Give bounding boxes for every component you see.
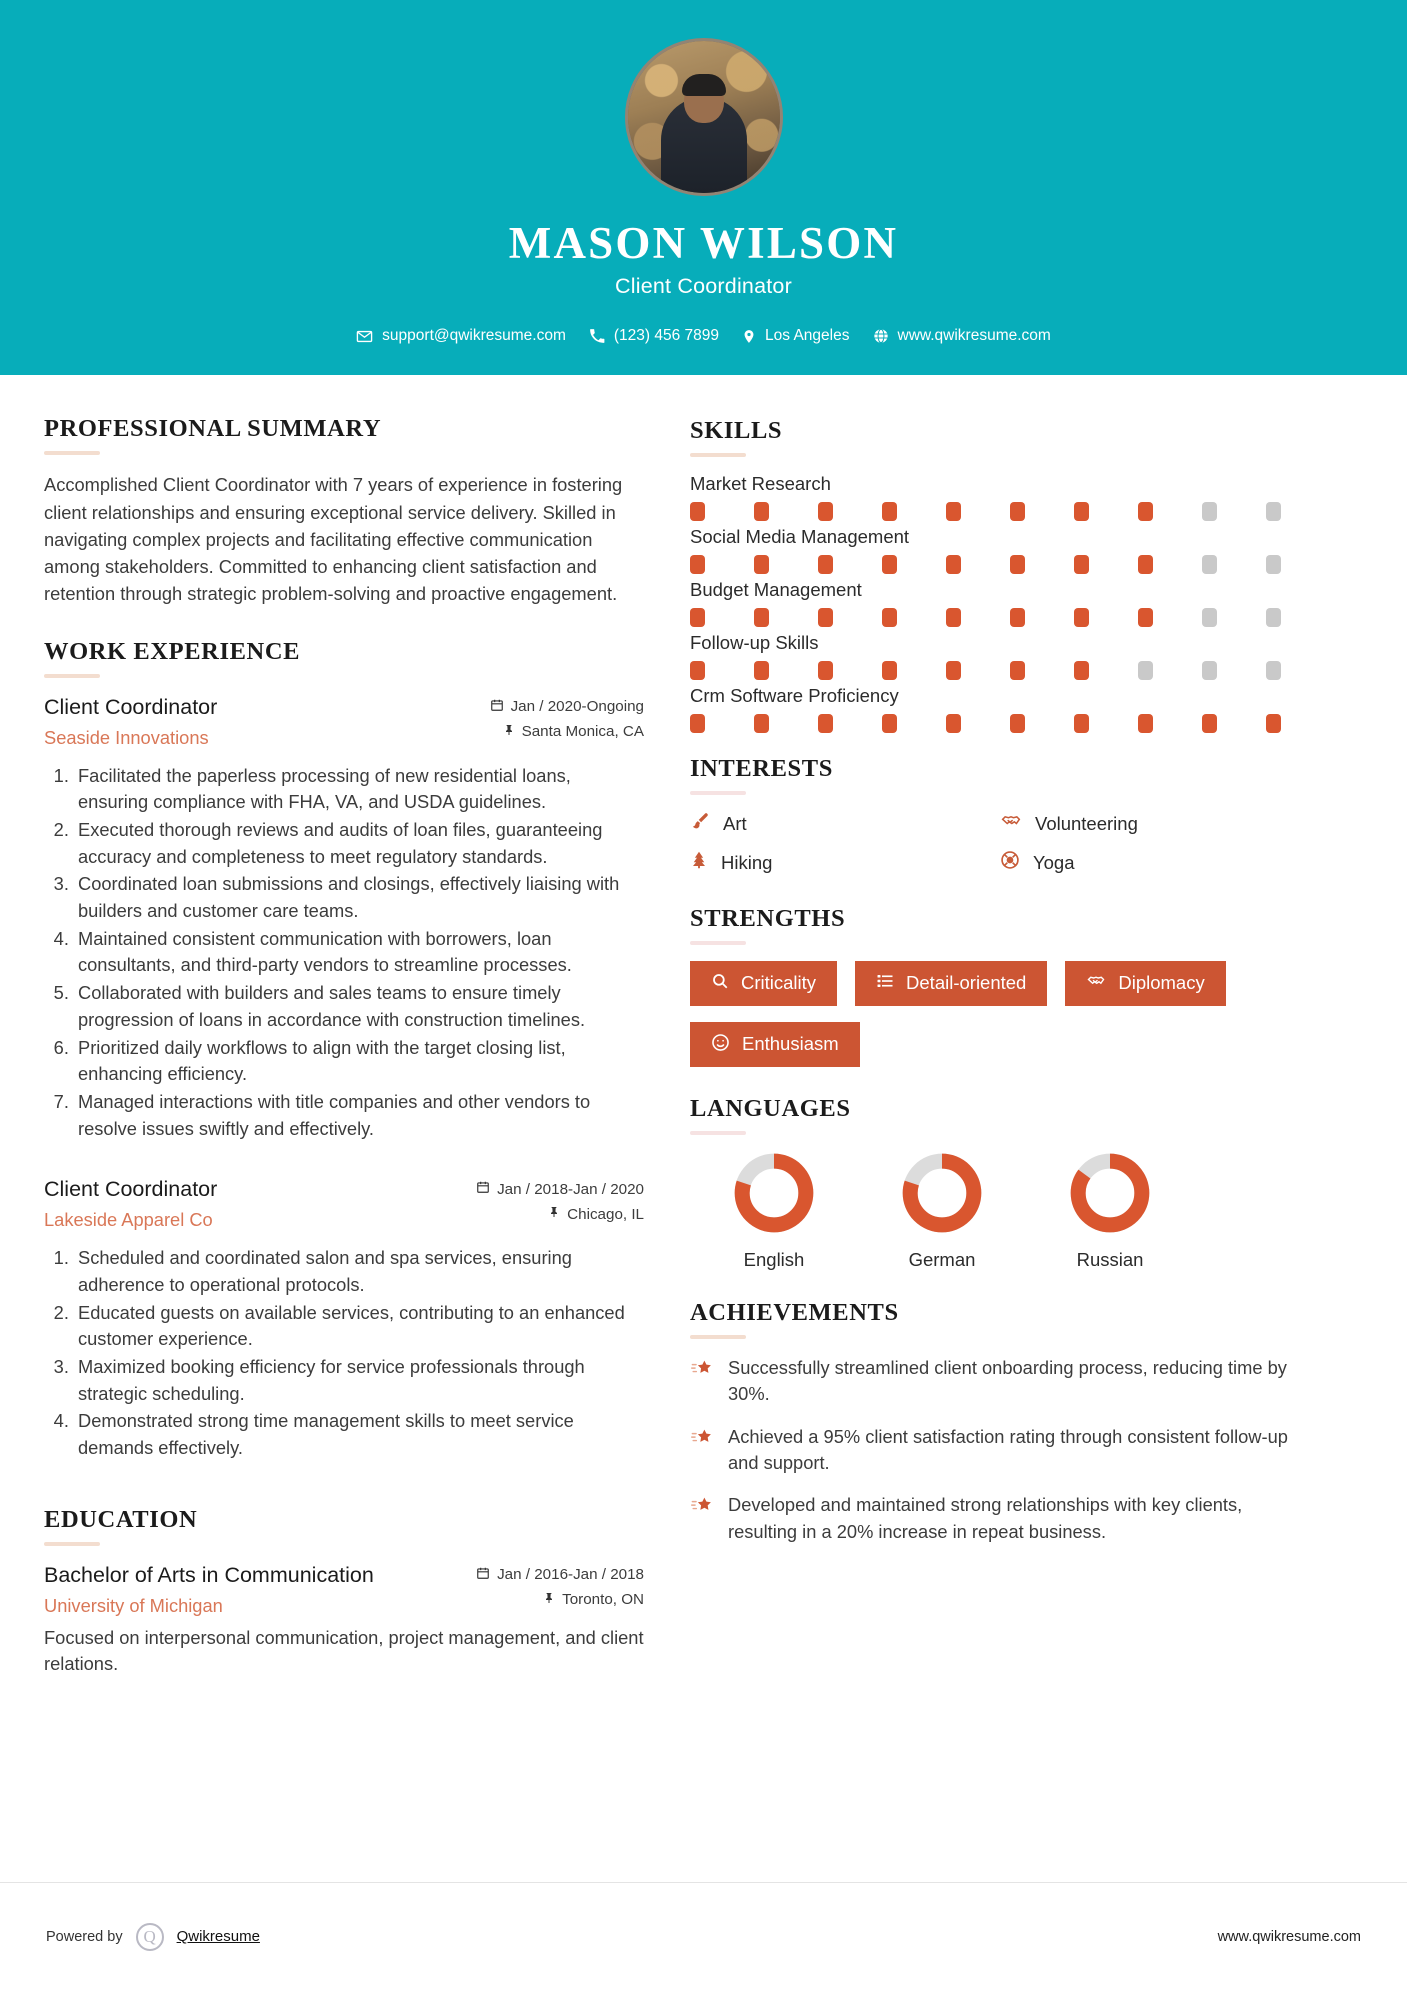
language-donut-chart: [1068, 1151, 1152, 1235]
skill-dot-filled: [690, 714, 705, 733]
summary-heading: PROFESSIONAL SUMMARY: [44, 415, 382, 443]
strength-label: Detail-oriented: [906, 972, 1027, 994]
education-entry-header: [44, 1562, 644, 1617]
shooting-star-icon: [690, 1492, 714, 1522]
skill-dot-filled: [946, 608, 961, 627]
skill-name: Market Research: [690, 473, 831, 495]
skill-dot-filled: [754, 661, 769, 680]
paintbrush-icon: [690, 811, 710, 836]
language-donut-chart: [900, 1151, 984, 1235]
language-item: [690, 1151, 858, 1271]
page-footer: [0, 1882, 1407, 1990]
skill-dot-filled: [1074, 714, 1089, 733]
globe-icon: [873, 328, 889, 344]
section-rule: [44, 451, 100, 455]
achievements-heading: ACHIEVEMENTS: [690, 1299, 899, 1327]
skill-dot-empty: [1138, 661, 1153, 680]
skill-dot-filled: [1010, 714, 1025, 733]
education-dates: Jan / 2016-Jan / 2018: [497, 1566, 644, 1584]
section-rule: [690, 791, 746, 795]
languages-heading: LANGUAGES: [690, 1095, 851, 1123]
skill-item: [690, 473, 1310, 521]
interests-heading: INTERESTS: [690, 755, 833, 783]
strength-tag-enthusiasm: [690, 1022, 860, 1067]
achievement-item: [690, 1424, 1310, 1477]
skill-dot-filled: [946, 714, 961, 733]
section-education: [44, 1506, 644, 1678]
job-dates-row: [490, 698, 644, 716]
work-heading: WORK EXPERIENCE: [44, 637, 301, 665]
skill-dot-filled: [1010, 502, 1025, 521]
work-entry: [44, 694, 644, 1143]
job-bullet: 3. Coordinated loan submissions and closings, effectively liaising with builders and customer care teams.: [74, 871, 644, 924]
achievement-item: [690, 1492, 1310, 1545]
job-bullet: 5. Collaborated with builders and sales teams to ensure timely progression of loans in accordance with construction timelines.: [74, 980, 644, 1033]
contact-location-text: Los Angeles: [765, 327, 850, 345]
skill-dot-filled: [754, 714, 769, 733]
skill-name: Follow-up Skills: [690, 632, 819, 654]
phone-icon: [589, 328, 605, 344]
skill-dot-empty: [1202, 555, 1217, 574]
search-icon: [711, 972, 729, 994]
skill-dot-filled: [754, 502, 769, 521]
resume-header: [0, 0, 1407, 375]
section-rule: [690, 1335, 746, 1339]
job-bullet-list: [44, 1245, 644, 1462]
degree-title: Bachelor of Arts in Communication: [44, 1562, 374, 1587]
smiley-icon: [711, 1033, 730, 1056]
skill-rating: [690, 714, 1310, 733]
skill-name: Budget Management: [690, 579, 862, 601]
education-entry: [44, 1562, 644, 1678]
contact-email-text: support@qwikresume.com: [382, 327, 566, 345]
skill-dot-filled: [946, 661, 961, 680]
education-heading: EDUCATION: [44, 1505, 198, 1533]
job-role-subtitle: Client Coordinator: [615, 274, 792, 299]
strengths-list: [690, 961, 1310, 1067]
interest-label: Volunteering: [1035, 812, 1138, 834]
strength-label: Criticality: [741, 972, 817, 994]
skill-dot-empty: [1202, 608, 1217, 627]
interest-label: Art: [723, 812, 747, 834]
skill-dot-filled: [818, 555, 833, 574]
job-bullet: 4. Demonstrated strong time management skills to meet service demands effectively.: [74, 1408, 644, 1461]
skill-rating: [690, 555, 1310, 574]
achievement-text: Developed and maintained strong relationships with key clients, resulting in a 20% increase in repeat business.: [728, 1494, 1243, 1542]
skill-dot-empty: [1266, 608, 1281, 627]
work-entry-identity: [44, 1176, 217, 1231]
skill-dot-filled: [1010, 661, 1025, 680]
interest-label: Yoga: [1033, 851, 1075, 873]
pushpin-icon: [543, 1591, 555, 1609]
skill-dot-filled: [1074, 555, 1089, 574]
strength-tag-diplomacy: [1065, 961, 1225, 1005]
interest-label: Hiking: [721, 851, 773, 873]
school-name: University of Michigan: [44, 1594, 223, 1616]
skill-dot-filled: [882, 555, 897, 574]
handshake-icon: [1000, 811, 1022, 836]
skill-item: [690, 526, 1310, 574]
interest-item: [690, 850, 1000, 875]
skill-dot-filled: [818, 714, 833, 733]
skill-dot-empty: [1266, 502, 1281, 521]
contact-phone[interactable]: [583, 327, 725, 345]
languages-list: [690, 1151, 1310, 1271]
job-title: Client Coordinator: [44, 1177, 218, 1202]
skill-name: Social Media Management: [690, 526, 910, 548]
language-item: [1026, 1151, 1194, 1271]
skill-dot-filled: [882, 714, 897, 733]
skill-dot-filled: [690, 502, 705, 521]
pushpin-icon: [503, 723, 515, 741]
section-rule: [44, 1542, 100, 1546]
education-location: Toronto, ON: [562, 1591, 644, 1609]
achievement-item: [690, 1355, 1310, 1408]
education-entry-meta: [476, 1562, 644, 1616]
envelope-icon: [356, 328, 373, 345]
skill-dot-filled: [882, 502, 897, 521]
page-title: MASON WILSON: [508, 218, 899, 268]
job-dates-row: [476, 1180, 644, 1198]
skill-dot-filled: [946, 502, 961, 521]
contact-phone-text: (123) 456 7899: [613, 327, 720, 345]
skill-item: [690, 632, 1310, 680]
avatar-hair: [682, 74, 726, 96]
job-bullet: 7. Managed interactions with title companies and other vendors to resolve issues swiftly and effectively.: [74, 1089, 644, 1142]
skill-item: [690, 579, 1310, 627]
contact-location[interactable]: [736, 327, 855, 345]
section-interests: [690, 755, 1310, 875]
skill-rating: [690, 608, 1310, 627]
job-dates: Jan / 2020-Ongoing: [510, 698, 644, 716]
work-entry: [44, 1176, 644, 1462]
language-item: [858, 1151, 1026, 1271]
contact-email[interactable]: [350, 327, 572, 345]
calendar-icon: [490, 698, 504, 716]
powered-by-label: Powered by: [46, 1928, 123, 1945]
section-professional-summary: [44, 415, 644, 607]
calendar-icon: [476, 1566, 490, 1584]
skill-dot-filled: [1138, 502, 1153, 521]
job-organization: Lakeside Apparel Co: [44, 1209, 213, 1231]
job-bullet: 4. Maintained consistent communication with borrowers, loan consultants, and third-party vendors to streamline processes.: [74, 926, 644, 979]
skill-dot-filled: [754, 555, 769, 574]
skill-dot-filled: [882, 608, 897, 627]
section-rule: [44, 674, 100, 678]
interest-item: [690, 811, 1000, 836]
work-entry-header: [44, 1176, 644, 1231]
skill-dot-filled: [1138, 714, 1153, 733]
skills-heading: SKILLS: [690, 417, 783, 445]
section-rule: [690, 1131, 746, 1135]
qwikresume-brand-link[interactable]: Qwikresume: [176, 1928, 260, 1945]
job-location-row: [476, 1205, 644, 1223]
contact-website-text: www.qwikresume.com: [897, 327, 1051, 345]
language-name: Russian: [1076, 1249, 1144, 1271]
job-location: Chicago, IL: [567, 1205, 644, 1223]
job-organization: Seaside Innovations: [44, 726, 209, 748]
job-location: Santa Monica, CA: [521, 723, 644, 741]
strength-label: Diplomacy: [1118, 972, 1205, 994]
map-pin-icon: [742, 328, 756, 345]
list-icon: [876, 972, 894, 994]
education-entry-identity: [44, 1562, 374, 1617]
skill-dot-filled: [946, 555, 961, 574]
strength-tag-detail-oriented: [855, 961, 1047, 1005]
skill-name: Crm Software Proficiency: [690, 685, 899, 707]
skill-dot-filled: [690, 661, 705, 680]
handshake-icon: [1086, 972, 1106, 994]
section-languages: [690, 1095, 1310, 1271]
skill-dot-filled: [1138, 555, 1153, 574]
skill-rating: [690, 502, 1310, 521]
job-bullet: 1. Scheduled and coordinated salon and spa services, ensuring adherence to operational protocols.: [74, 1245, 644, 1298]
strength-tag-criticality: [690, 961, 837, 1005]
contact-bar: [0, 327, 1407, 345]
section-skills: [690, 417, 1310, 733]
skill-dot-filled: [754, 608, 769, 627]
achievement-text: Achieved a 95% client satisfaction rating through consistent follow-up and support.: [728, 1425, 1288, 1474]
job-bullet: 2. Executed thorough reviews and audits of loan files, guaranteeing accuracy and completeness to meet regulatory standards.: [74, 817, 644, 870]
work-entry-identity: [44, 694, 217, 749]
job-bullet: 3. Maximized booking efficiency for service professionals through strategic scheduling.: [74, 1354, 644, 1407]
achievements-list: [690, 1355, 1310, 1545]
strength-label: Enthusiasm: [742, 1033, 839, 1055]
skill-dot-empty: [1202, 661, 1217, 680]
qwikresume-logo-icon: Q: [136, 1923, 164, 1951]
interest-item: [1000, 850, 1310, 875]
skill-dot-empty: [1266, 661, 1281, 680]
skill-dot-filled: [818, 502, 833, 521]
education-dates-row: [476, 1566, 644, 1584]
section-rule: [690, 941, 746, 945]
section-strengths: [690, 905, 1310, 1067]
skill-dot-filled: [1010, 555, 1025, 574]
section-work-experience: [44, 638, 644, 1462]
skill-dot-filled: [1266, 714, 1281, 733]
work-entry-meta: [490, 694, 644, 748]
job-dates: Jan / 2018-Jan / 2020: [497, 1180, 644, 1198]
work-entry-header: [44, 694, 644, 749]
skill-dot-filled: [690, 608, 705, 627]
pine-tree-icon: [690, 850, 708, 875]
skill-dot-filled: [818, 608, 833, 627]
powered-by-block: [46, 1923, 260, 1951]
education-description: Focused on interpersonal communication, project management, and client relations.: [44, 1626, 644, 1675]
job-bullet-list: [44, 763, 644, 1143]
footer-website: www.qwikresume.com: [1217, 1928, 1361, 1945]
education-location-row: [476, 1591, 644, 1609]
shooting-star-icon: [690, 1424, 714, 1454]
skill-dot-filled: [690, 555, 705, 574]
work-entry-meta: [476, 1176, 644, 1230]
language-donut-chart: [732, 1151, 816, 1235]
shooting-star-icon: [690, 1355, 714, 1385]
calendar-icon: [476, 1180, 490, 1198]
language-name: German: [908, 1249, 976, 1271]
section-achievements: [690, 1299, 1310, 1545]
avatar: [625, 38, 783, 196]
skills-list: [690, 473, 1310, 733]
skill-dot-filled: [1074, 608, 1089, 627]
skill-item: [690, 685, 1310, 733]
skill-dot-empty: [1266, 555, 1281, 574]
interests-list: [690, 811, 1310, 875]
pushpin-icon: [548, 1205, 560, 1223]
skill-dot-filled: [818, 661, 833, 680]
strengths-heading: STRENGTHS: [690, 905, 846, 933]
contact-website[interactable]: [867, 327, 1057, 345]
job-bullet: 6. Prioritized daily workflows to align with the target closing list, enhancing efficiency.: [74, 1035, 644, 1088]
section-rule: [690, 453, 746, 457]
skill-dot-filled: [882, 661, 897, 680]
job-bullet: 2. Educated guests on available services, contributing to an enhanced customer experience.: [74, 1300, 644, 1353]
achievement-text: Successfully streamlined client onboarding process, reducing time by 30%.: [728, 1357, 1287, 1405]
skill-dot-filled: [1138, 608, 1153, 627]
lifebuoy-icon: [1000, 850, 1020, 875]
resume-body: [0, 375, 1407, 1678]
skill-rating: [690, 661, 1310, 680]
job-title: Client Coordinator: [44, 694, 218, 719]
job-bullet: 1. Facilitated the paperless processing of new residential loans, ensuring compliance with FHA, VA, and USDA guidelines.: [74, 763, 644, 816]
left-column: [44, 415, 644, 1678]
skill-dot-empty: [1202, 502, 1217, 521]
skill-dot-filled: [1074, 661, 1089, 680]
job-location-row: [490, 723, 644, 741]
right-column: [690, 415, 1310, 1561]
skill-dot-filled: [1010, 608, 1025, 627]
skill-dot-filled: [1202, 714, 1217, 733]
language-name: English: [743, 1249, 805, 1271]
skill-dot-filled: [1074, 502, 1089, 521]
summary-text: Accomplished Client Coordinator with 7 years of experience in fostering client relationships and ensuring exceptional service delivery. Skilled in navigating complex projects and facilitating effective communication among stakeholders. Committed to enhancing client satisfaction and retention through strategic problem-solving and proactive engagement.: [44, 474, 623, 605]
interest-item: [1000, 811, 1310, 836]
